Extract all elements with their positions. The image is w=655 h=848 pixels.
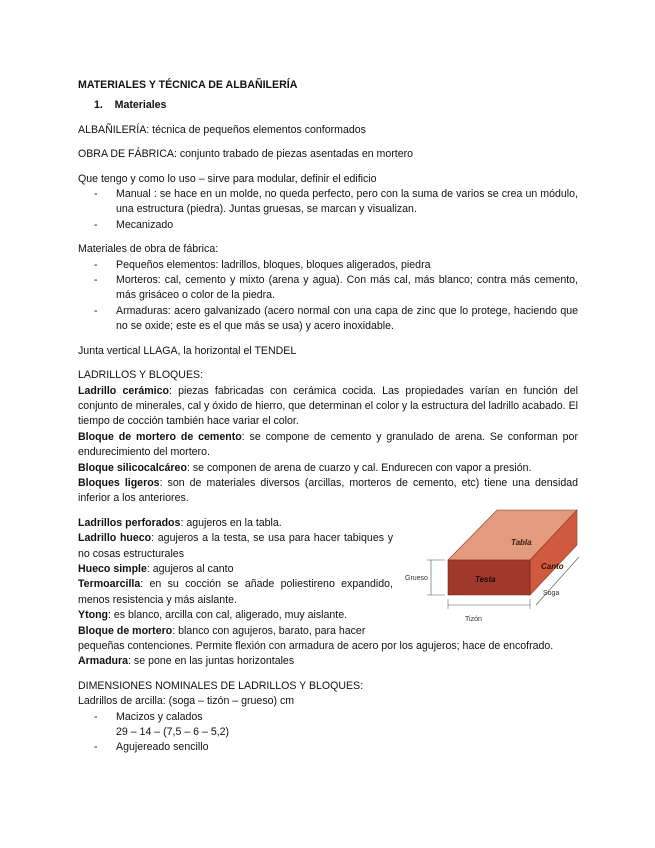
list-item: - Macizos y calados [94,710,203,723]
document-page [78,78,578,756]
brick-diagram [405,505,580,630]
section-heading [94,98,578,113]
brick-illustration [405,505,580,630]
list-item: - Manual : se hace en un molde, no queda perfecto, pero con la suma de varios se crea un módulo, una estructura (piedra). Juntas gruesas, se marcan y visualizan. [94,188,578,216]
brick-label-soga: Soga [543,590,560,597]
type-hueco: Ladrillo hueco: agujeros a la testa, se usa para hacer tabiques y no cosas estructurales [78,532,393,560]
uses-intro: Que tengo y como lo uso – sirve para modular, definir el edificio [78,172,377,185]
def-bloques-ligeros: Bloques ligeros: son de materiales diversos (arcillas, morteros de cemento, etc) tiene una densidad inferior a los anteriores. [78,476,578,505]
dimensions-heading: DIMENSIONES NOMINALES DE LADRILLOS Y BLOQUES: [78,679,364,692]
type-ytong: Ytong: es blanco, arcilla con cal, aligerado, muy aislante. [78,609,348,622]
bloque-mortero-continuation: pequeñas contenciones. Permite flexión con armadura de acero por los agujeros; hace de encofrado. [78,640,554,652]
list-item: - Armaduras: acero galvanizado (acero normal con una capa de zinc que lo protege, haciendo que no se oxide; este es el que más se usa) y acero inoxidable. [94,304,578,333]
brick-label-tabla: Tabla [511,538,532,547]
materials-intro: Materiales de obra de fábrica: [78,243,219,256]
def-bloque-silicocalcareo: Bloque silicocalcáreo: se componen de arena de cuarzo y cal. Endurecen con vapor a presión. [78,461,532,474]
brick-label-tizon: Tizón [465,616,482,623]
list-item: - Mecanizado [94,218,174,231]
def-ladrillo-ceramico: Ladrillo cerámico: piezas fabricadas con cerámica cocida. Las propiedades varían en función del conjunto de minerales, cal y óxido de hierro, que determinan el color y la estructura del ladrillo acabado. El tiempo de cocción también hace variar el color. [78,384,578,428]
type-bloque-mortero: Bloque de mortero: blanco con agujeros, barato, para hacer [78,624,366,637]
brick-label-grueso: Grueso [405,575,428,582]
def-albanileria: ALBAÑILERÍA: técnica de pequeños elementos conformados [78,123,366,136]
junta-text: Junta vertical LLAGA, la horizontal el TENDEL [78,344,297,357]
document-title: MATERIALES Y TÉCNICA DE ALBAÑILERÍA [78,79,298,91]
brick-label-canto: Canto [541,562,564,571]
list-item: - Pequeños elementos: ladrillos, bloques, bloques aligerados, piedra [94,258,431,271]
list-item: - Morteros: cal, cemento y mixto (arena y agua). Con más cal, más blanco; contra más cemento, más grisáceo o color de la piedra. [94,274,578,302]
section-number: 1. [94,99,103,112]
armadura-text: Armadura: se pone en las juntas horizontales [78,655,295,668]
list-item: - Agujereado sencillo [94,741,209,754]
brick-types [78,516,393,639]
ladrillos-heading: LADRILLOS Y BLOQUES: [78,369,204,382]
dimensions-value: 29 – 14 – (7,5 – 6 – 5,2) [116,726,230,739]
def-obra-fabrica: OBRA DE FÁBRICA: conjunto trabado de piezas asentadas en mortero [78,148,414,161]
type-hueco-simple: Hueco simple: agujeros al canto [78,562,234,575]
dimensions-subheading: Ladrillos de arcilla: (soga – tizón – grueso) cm [78,695,295,708]
section-title: Materiales [114,99,167,112]
type-perforados: Ladrillos perforados: agujeros en la tabla. [78,516,282,529]
def-bloque-mortero-cemento: Bloque de mortero de cemento: se compone de cemento y granulado de arena. Se conforman por endurecimiento del mortero. [78,430,578,459]
brick-label-testa: Testa [475,575,496,584]
type-termoarcilla: Termoarcilla: en su cocción se añade poliestireno expandido, menos resistencia y más aislante. [78,578,393,606]
